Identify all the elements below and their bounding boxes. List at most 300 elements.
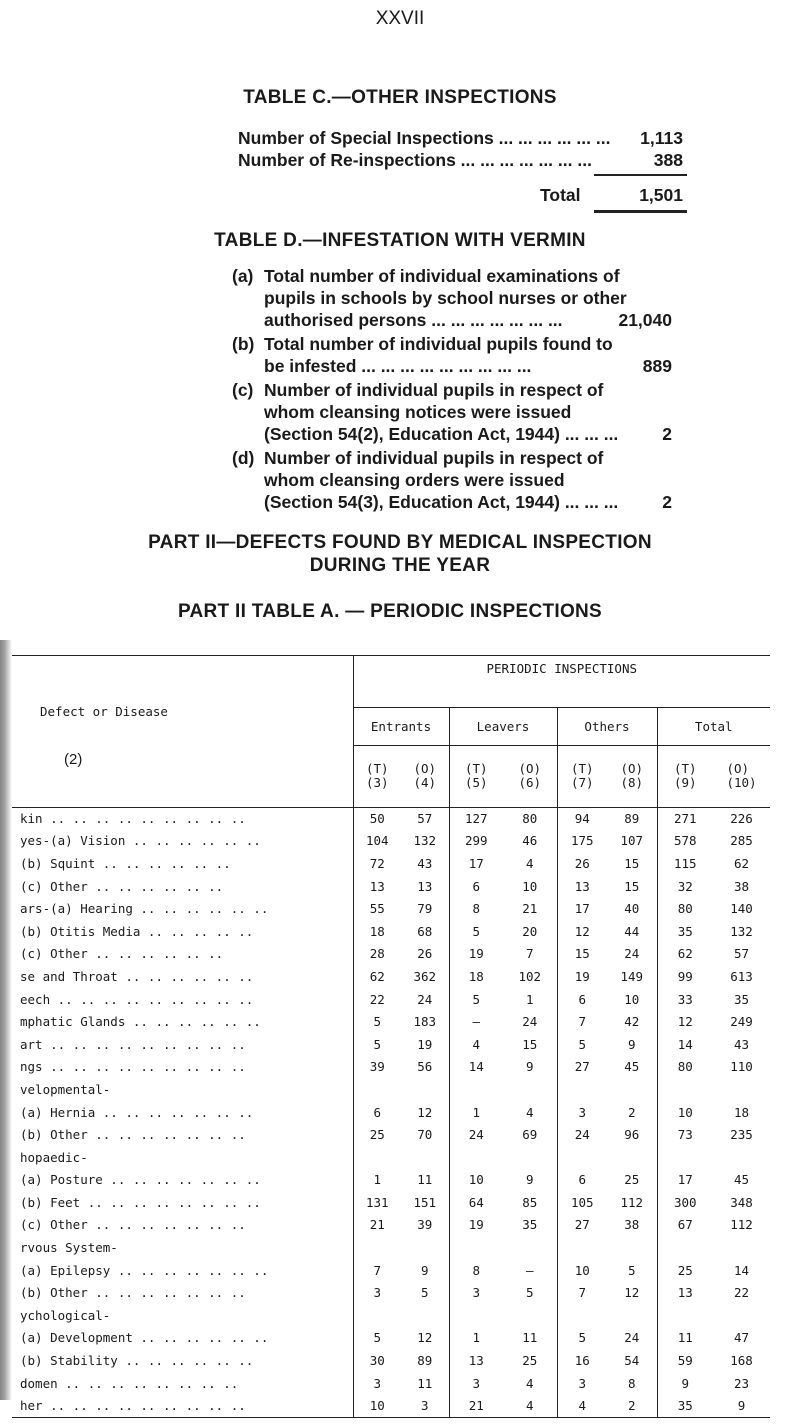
table-row — [12, 1169, 770, 1192]
table-cell: 35 — [733, 991, 750, 1007]
table-row — [12, 1123, 770, 1146]
table-row — [12, 1010, 770, 1033]
defect-label: her .. .. .. .. .. .. .. .. .. — [12, 1394, 353, 1417]
table-cell: 80 — [522, 811, 538, 827]
table-cell: 226 — [730, 811, 753, 827]
defect-label: (c) Other .. .. .. .. .. .. — [20, 946, 224, 962]
table-cell: 59 — [657, 1349, 713, 1372]
table-cell: 6 — [557, 1169, 607, 1192]
table-cell: 22 — [733, 1285, 750, 1301]
table-cell: 9 — [420, 1262, 429, 1278]
defect-label: (b) Otitis Media .. .. .. .. .. — [20, 923, 254, 939]
table-cell: 13 — [449, 1349, 503, 1372]
defect-header: Defect or Disease — [40, 703, 168, 719]
defect-label: hopaedic- — [20, 1149, 88, 1165]
total-rule-bottom — [594, 210, 687, 213]
table-cell: 47 — [733, 1330, 750, 1346]
defect-label: mphatic Glands .. .. .. .. .. .. — [20, 1014, 261, 1030]
table-row — [12, 1327, 770, 1350]
table-cell: 7 — [353, 1259, 401, 1282]
table-cell: 18 — [353, 920, 401, 943]
defect-label: (a) Posture .. .. .. .. .. .. .. — [20, 1172, 261, 1188]
super-header: PERIODIC INSPECTIONS — [353, 655, 770, 707]
table-cell: 578 — [657, 830, 713, 853]
item-a-marker: (a) — [232, 266, 254, 286]
table-cell: 4 — [503, 1394, 557, 1417]
table-cell: 300 — [657, 1191, 713, 1214]
table-cell: 3 — [401, 1394, 449, 1417]
total-rule-top — [594, 174, 687, 176]
table-cell: 2 — [627, 1104, 636, 1120]
defect-label: (c) Other .. .. .. .. .. .. — [20, 878, 224, 894]
table-cell: 99 — [657, 965, 713, 988]
table-cell: 39 — [417, 1217, 433, 1233]
table-cell: 6 — [353, 1101, 401, 1124]
table-cell: – — [449, 1010, 503, 1033]
table-cell — [503, 1078, 557, 1101]
table-cell: 104 — [353, 830, 401, 853]
table-cell: 42 — [624, 1014, 640, 1030]
table-cell: 131 — [353, 1191, 401, 1214]
defect-label: ychological- — [20, 1307, 111, 1323]
table-cell: 4 — [525, 855, 534, 871]
table-cell: 96 — [624, 1127, 640, 1143]
table-row — [12, 1394, 770, 1417]
item-d-marker: (d) — [232, 448, 255, 468]
defect-col-num: (2) — [64, 750, 83, 768]
table-cell — [449, 1078, 503, 1101]
table-row — [12, 1146, 770, 1169]
item-b-value: 889 — [642, 356, 672, 376]
table-cell: 7 — [525, 946, 534, 962]
table-d-item-c — [232, 379, 672, 445]
table-cell: 85 — [522, 1194, 538, 1210]
table-cell: 26 — [417, 946, 433, 962]
table-cell: 9 — [627, 1036, 636, 1052]
table-row — [12, 1236, 770, 1259]
table-cell: 13 — [657, 1281, 713, 1304]
table-cell: 89 — [624, 811, 640, 827]
table-row — [12, 988, 770, 1011]
table-cell — [353, 1146, 401, 1169]
table-cell: 24 — [449, 1123, 503, 1146]
table-cell: 168 — [730, 1353, 753, 1369]
table-cell — [503, 1236, 557, 1259]
table-cell: 56 — [417, 1059, 433, 1075]
defect-label: ngs .. .. .. .. .. .. .. .. .. — [20, 1059, 246, 1075]
table-cell — [607, 1078, 657, 1101]
table-cell: 10 — [449, 1169, 503, 1192]
table-cell: 1 — [449, 1327, 503, 1350]
table-cell: 62 — [353, 965, 401, 988]
table-cell: 9 — [713, 1394, 770, 1417]
table-cell: 68 — [417, 923, 433, 939]
table-cell — [657, 1236, 713, 1259]
table-cell: 3 — [449, 1372, 503, 1395]
table-cell: 89 — [417, 1353, 433, 1369]
table-cell: 5 — [353, 1033, 401, 1056]
table-cell: 38 — [624, 1217, 640, 1233]
table-cell: 613 — [730, 968, 753, 984]
table-cell: 5 — [525, 1285, 534, 1301]
table-cell: 175 — [557, 830, 607, 853]
part2-title-line1: PART II—DEFECTS FOUND BY MEDICAL INSPECTION — [148, 532, 652, 553]
table-cell: 25 — [522, 1353, 538, 1369]
table-cell: 15 — [624, 855, 640, 871]
table-cell: 1 — [449, 1101, 503, 1124]
table-cell: 18 — [733, 1104, 750, 1120]
table-cell — [657, 1078, 713, 1101]
table-cell: 17 — [557, 897, 607, 920]
re-inspections-value: 388 — [653, 150, 683, 170]
table-cell — [557, 1078, 607, 1101]
table-cell: 183 — [413, 1014, 437, 1030]
table-cell — [401, 1146, 449, 1169]
periodic-inspections-table — [12, 655, 770, 1418]
table-row — [12, 1056, 770, 1079]
table-cell: 10 — [624, 991, 640, 1007]
table-c-title: TABLE C.—OTHER INSPECTIONS — [243, 87, 557, 108]
table-cell: 7 — [557, 1281, 607, 1304]
defect-label: (b) Stability .. .. .. .. .. .. — [20, 1353, 254, 1369]
table-cell: 14 — [733, 1262, 750, 1278]
group-leavers: Leavers — [449, 707, 557, 745]
table-cell: 5 — [420, 1285, 429, 1301]
table-cell: 16 — [557, 1349, 607, 1372]
table-cell: 3 — [449, 1281, 503, 1304]
table-cell: 23 — [733, 1375, 750, 1391]
table-cell: 1 — [525, 991, 534, 1007]
table-cell: 5 — [449, 988, 503, 1011]
table-cell: – — [525, 1262, 534, 1278]
item-b-marker: (b) — [232, 334, 255, 354]
table-cell: 5 — [557, 1033, 607, 1056]
table-cell: 8 — [449, 897, 503, 920]
table-cell: 72 — [353, 852, 401, 875]
table-cell: 3 — [353, 1281, 401, 1304]
page-number: XXVII — [375, 8, 425, 29]
table-row — [12, 1304, 770, 1327]
table-cell — [713, 1078, 770, 1101]
table-cell: 20 — [522, 923, 538, 939]
table-cell: 39 — [353, 1056, 401, 1079]
table-cell: 55 — [353, 897, 401, 920]
defect-label: eech .. .. .. .. .. .. .. .. .. — [20, 991, 254, 1007]
table-cell — [557, 1146, 607, 1169]
subcol-header: (T) (7) — [557, 745, 607, 807]
table-cell: 127 — [449, 807, 503, 830]
defect-label: rvous System- — [20, 1240, 118, 1256]
table-cell: 73 — [657, 1123, 713, 1146]
table-cell: 13 — [417, 878, 433, 894]
table-cell: 80 — [657, 897, 713, 920]
table-cell: 24 — [624, 946, 640, 962]
table-cell — [713, 1146, 770, 1169]
table-cell — [449, 1146, 503, 1169]
table-cell: 5 — [353, 1327, 401, 1350]
table-cell: 3 — [353, 1372, 401, 1395]
subcol-header: (O) (10) — [713, 745, 770, 807]
table-cell: 64 — [449, 1191, 503, 1214]
table-cell: 40 — [624, 901, 640, 917]
subcol-header: (O) (4) — [401, 745, 449, 807]
table-cell — [353, 1304, 401, 1327]
table-cell: 25 — [353, 1123, 401, 1146]
table-cell: 13 — [557, 875, 607, 898]
defect-label: domen .. .. .. .. .. .. .. .. — [20, 1375, 239, 1391]
subcol-header: (O) (8) — [607, 745, 657, 807]
table-cell: 12 — [557, 920, 607, 943]
total-label: Total — [540, 185, 581, 205]
table-row — [12, 897, 770, 920]
table-cell: 9 — [525, 1059, 534, 1075]
table-row — [12, 1349, 770, 1372]
table-cell: 6 — [449, 875, 503, 898]
table-row — [12, 830, 770, 853]
table-cell — [449, 1304, 503, 1327]
table-cell: 4 — [557, 1394, 607, 1417]
table-cell: 11 — [417, 1375, 433, 1391]
table-cell: 54 — [624, 1353, 640, 1369]
table-cell: 5 — [353, 1010, 401, 1033]
total-value: 1,501 — [639, 185, 683, 205]
defect-label: (b) Other .. .. .. .. .. .. .. — [20, 1285, 246, 1301]
table-cell: 1 — [353, 1169, 401, 1192]
special-inspections-label: Number of Special Inspections ... ... ... ... ... ... — [238, 128, 611, 148]
table-cell: 4 — [449, 1033, 503, 1056]
table-cell: 25 — [657, 1259, 713, 1282]
table-cell: 362 — [413, 968, 437, 984]
defect-label: se and Throat .. .. .. .. .. .. — [20, 968, 254, 984]
table-cell: 24 — [522, 1014, 538, 1030]
table-cell: 107 — [620, 833, 644, 849]
table-cell: 149 — [620, 968, 644, 984]
defect-label: (a) Epilepsy .. .. .. .. .. .. .. — [20, 1262, 269, 1278]
table-cell: 17 — [657, 1169, 713, 1192]
defect-label: (b) Feet .. .. .. .. .. .. .. .. — [20, 1194, 261, 1210]
table-row — [12, 965, 770, 988]
table-cell — [353, 1078, 401, 1101]
table-cell: 10 — [557, 1259, 607, 1282]
table-row — [12, 1281, 770, 1304]
defect-label: (a) Hernia .. .. .. .. .. .. .. — [20, 1104, 254, 1120]
table-cell: 24 — [417, 991, 433, 1007]
table-cell — [607, 1304, 657, 1327]
table-cell: 12 — [417, 1330, 433, 1346]
table-row — [12, 875, 770, 898]
table-cell: 235 — [730, 1127, 753, 1143]
table-cell: 5 — [627, 1262, 636, 1278]
table-cell: 46 — [522, 833, 538, 849]
table-cell: 17 — [449, 852, 503, 875]
table-cell: 24 — [557, 1123, 607, 1146]
table-cell: 10 — [657, 1101, 713, 1124]
table-row — [12, 920, 770, 943]
scan-shadow — [0, 640, 12, 1400]
item-d-value: 2 — [662, 492, 672, 512]
table-cell: 35 — [522, 1217, 538, 1233]
table-cell: 3 — [557, 1101, 607, 1124]
table-cell: 10 — [522, 878, 538, 894]
table-cell: 69 — [522, 1127, 538, 1143]
table-cell — [607, 1146, 657, 1169]
item-a-text: Total number of individual examinations of pupils in schools by school nurses or other authorised persons ... ... ... ... ... ... ... — [264, 266, 627, 330]
group-total: Total — [657, 707, 770, 745]
table-d-item-d — [232, 447, 672, 513]
table-cell: 110 — [730, 1059, 753, 1075]
table-row — [12, 1101, 770, 1124]
table-cell: 26 — [557, 852, 607, 875]
table-cell: 15 — [557, 943, 607, 966]
table-cell — [607, 1236, 657, 1259]
defect-label: yes-(a) Vision .. .. .. .. .. .. — [20, 833, 261, 849]
table-cell: 348 — [730, 1194, 753, 1210]
defect-label: (a) Development .. .. .. .. .. .. — [20, 1330, 269, 1346]
defect-label: (c) Other .. .. .. .. .. .. .. — [20, 1217, 246, 1233]
table-row — [12, 1214, 770, 1237]
table-cell: 50 — [353, 807, 401, 830]
table-cell: 18 — [449, 965, 503, 988]
table-cell: 4 — [525, 1375, 534, 1391]
table-cell: 3 — [557, 1372, 607, 1395]
table-cell: 12 — [624, 1285, 640, 1301]
table-cell: 19 — [449, 943, 503, 966]
part2-title-line2: DURING THE YEAR — [309, 555, 491, 576]
subcol-header: (T) (9) — [657, 745, 713, 807]
table-cell: 249 — [730, 1014, 753, 1030]
table-cell: 80 — [657, 1056, 713, 1079]
table-cell: 35 — [657, 1394, 713, 1417]
table-cell: 112 — [730, 1217, 753, 1233]
table-cell: 33 — [657, 988, 713, 1011]
table-cell: 62 — [657, 943, 713, 966]
table-cell: 14 — [657, 1033, 713, 1056]
table-cell: 32 — [657, 875, 713, 898]
table-cell: 271 — [657, 807, 713, 830]
table-cell — [557, 1304, 607, 1327]
table-row — [12, 1033, 770, 1056]
table-cell: 45 — [733, 1172, 750, 1188]
table-cell: 21 — [353, 1214, 401, 1237]
table-cell: 299 — [449, 830, 503, 853]
table-cell: 13 — [353, 875, 401, 898]
table-cell: 21 — [522, 901, 538, 917]
table-row — [12, 943, 770, 966]
table-cell — [353, 1236, 401, 1259]
defect-label: (b) Other .. .. .. .. .. .. .. — [20, 1127, 246, 1143]
table-cell: 5 — [557, 1327, 607, 1350]
table-cell: 11 — [522, 1330, 538, 1346]
table-cell: 12 — [657, 1010, 713, 1033]
table-cell: 11 — [417, 1172, 433, 1188]
subcol-header: (O) (6) — [503, 745, 557, 807]
group-others: Others — [557, 707, 657, 745]
table-cell: 112 — [620, 1194, 644, 1210]
table-cell: 94 — [557, 807, 607, 830]
table-cell: 132 — [413, 833, 437, 849]
item-b-text: Total number of individual pupils found to be infested ... ... ... ... ... ... ... ... ... — [264, 334, 613, 376]
table-cell: 9 — [525, 1172, 534, 1188]
table-cell: 6 — [557, 988, 607, 1011]
table-cell: 102 — [518, 968, 542, 984]
defect-label: (b) Squint .. .. .. .. .. .. — [20, 855, 231, 871]
table-cell: 43 — [417, 855, 433, 871]
table-cell: 151 — [413, 1194, 437, 1210]
table-cell: 70 — [417, 1127, 433, 1143]
table-cell: 30 — [353, 1349, 401, 1372]
table-cell: 27 — [557, 1214, 607, 1237]
table-cell: 2 — [607, 1394, 657, 1417]
table-cell: 14 — [449, 1056, 503, 1079]
table-row — [12, 852, 770, 875]
table-row — [12, 1259, 770, 1282]
group-entrants: Entrants — [353, 707, 449, 745]
defect-label: ars-(a) Hearing .. .. .. .. .. .. — [20, 901, 269, 917]
table-cell: 7 — [557, 1010, 607, 1033]
table-cell — [401, 1236, 449, 1259]
part2-table-a-title: PART II TABLE A. — PERIODIC INSPECTIONS — [177, 601, 603, 622]
table-cell — [401, 1304, 449, 1327]
table-row — [12, 1191, 770, 1214]
table-cell — [449, 1236, 503, 1259]
defect-header-cell — [12, 655, 353, 807]
table-cell — [557, 1236, 607, 1259]
table-row — [12, 807, 770, 830]
item-c-value: 2 — [662, 424, 672, 444]
table-cell: 21 — [449, 1394, 503, 1417]
table-cell: 11 — [657, 1327, 713, 1350]
table-cell: 27 — [557, 1056, 607, 1079]
table-cell: 4 — [525, 1104, 534, 1120]
table-d-item-a — [232, 265, 672, 331]
table-cell: 24 — [624, 1330, 640, 1346]
special-inspections-value: 1,113 — [640, 128, 683, 148]
defect-label: velopmental- — [20, 1081, 111, 1097]
table-cell — [657, 1146, 713, 1169]
table-cell: 38 — [733, 878, 750, 894]
table-cell: 19 — [557, 965, 607, 988]
re-inspections-label: Number of Re-inspections ... ... ... ... ... ... ... — [238, 150, 592, 170]
table-cell: 19 — [417, 1036, 433, 1052]
table-cell: 57 — [733, 946, 750, 962]
table-cell: 79 — [417, 901, 433, 917]
table-a-body — [12, 807, 770, 1417]
table-cell — [401, 1078, 449, 1101]
table-cell: 8 — [449, 1259, 503, 1282]
defect-label: kin .. .. .. .. .. .. .. .. .. — [20, 811, 246, 827]
table-cell: 43 — [733, 1036, 750, 1052]
table-cell: 8 — [627, 1375, 636, 1391]
table-cell: 35 — [657, 920, 713, 943]
table-cell: 5 — [449, 920, 503, 943]
table-row — [12, 1372, 770, 1395]
table-cell: 57 — [417, 811, 433, 827]
table-cell: 62 — [733, 855, 750, 871]
table-cell: 15 — [522, 1036, 538, 1052]
table-cell: 12 — [417, 1104, 433, 1120]
defect-label: art .. .. .. .. .. .. .. .. .. — [20, 1036, 246, 1052]
table-cell: 115 — [657, 852, 713, 875]
table-cell: 19 — [449, 1214, 503, 1237]
table-cell — [713, 1236, 770, 1259]
table-cell — [657, 1304, 713, 1327]
table-cell — [503, 1304, 557, 1327]
table-cell: 67 — [657, 1214, 713, 1237]
table-cell — [713, 1304, 770, 1327]
table-cell: 140 — [730, 901, 753, 917]
table-cell: 28 — [353, 943, 401, 966]
item-a-value: 21,040 — [618, 310, 672, 330]
